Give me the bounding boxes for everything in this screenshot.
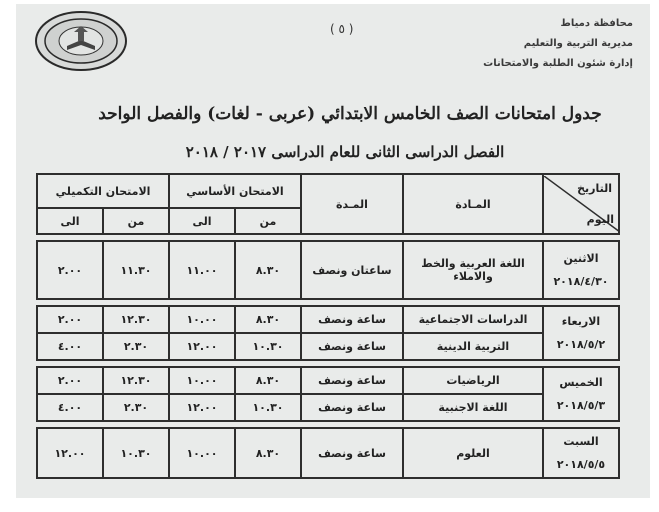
table-row (37, 367, 619, 394)
exam-schedule-table (36, 173, 620, 479)
supp-from-cell: ٢.٣٠ (103, 394, 169, 421)
supp-to-cell: ٢.٠٠ (37, 241, 103, 299)
day-name: الاثنين (563, 252, 599, 265)
duration-cell: ساعة ونصف (301, 333, 403, 360)
supp-from-cell: ١٠.٣٠ (103, 428, 169, 478)
day-cell (543, 241, 619, 299)
basic-from-cell: ٨.٣٠ (235, 428, 301, 478)
supp-from-cell: ١١.٣٠ (103, 241, 169, 299)
row-spacer (37, 360, 619, 367)
basic-from-cell: ١٠.٣٠ (235, 333, 301, 360)
basic-to-cell: ١٠.٠٠ (169, 428, 235, 478)
duration-cell: ساعتان ونصف (301, 241, 403, 299)
basic-to-cell: ١٠.٠٠ (169, 306, 235, 333)
day-date: ٢٠١٨/٥/٢ (556, 338, 606, 351)
supp-to-cell: ٤.٠٠ (37, 394, 103, 421)
duration-cell: ساعة ونصف (301, 367, 403, 394)
row-spacer (37, 421, 619, 428)
header-supp-from: من (103, 208, 169, 234)
basic-to-cell: ١١.٠٠ (169, 241, 235, 299)
day-name: السبت (563, 435, 599, 448)
subject-cell: الدراسات الاجتماعية (403, 306, 543, 333)
day-date: ٢٠١٨/٥/٥ (556, 458, 606, 471)
day-name: الخميس (559, 376, 603, 389)
header-day: اليوم (586, 213, 614, 226)
row-spacer (37, 234, 619, 241)
header-basic-exam: الامتحان الأساسي (169, 174, 301, 208)
subject-cell: العلوم (403, 428, 543, 478)
duration-cell: ساعة ونصف (301, 306, 403, 333)
day-cell (543, 306, 619, 360)
day-name: الاربعاء (561, 315, 601, 328)
basic-to-cell: ١٢.٠٠ (169, 394, 235, 421)
row-spacer (37, 299, 619, 306)
supp-to-cell: ٢.٠٠ (37, 306, 103, 333)
header-basic-to: الى (169, 208, 235, 234)
page-number: ( ٥ ) (330, 22, 354, 36)
subject-cell: اللغة العربية والخط والاملاء (403, 241, 543, 299)
schedule-subtitle: الفصل الدراسى الثانى للعام الدراسى ٢٠١٧ / ٢٠١٨ (185, 143, 505, 161)
supp-from-cell: ١٢.٣٠ (103, 367, 169, 394)
supp-from-cell: ١٢.٣٠ (103, 306, 169, 333)
supp-from-cell: ٢.٣٠ (103, 333, 169, 360)
schedule-title: جدول امتحانات الصف الخامس الابتدائي (عربى - لغات) والفصل الواحد (98, 104, 602, 124)
org-line-directorate: مديرية التربية والتعليم (523, 38, 633, 49)
basic-to-cell: ١٢.٠٠ (169, 333, 235, 360)
header-subject: المـادة (403, 174, 543, 234)
header-supp-to: الى (37, 208, 103, 234)
header-supplementary-exam: الامتحان التكميلي (37, 174, 169, 208)
subject-cell: التربية الدينية (403, 333, 543, 360)
issuer-block (483, 14, 633, 74)
day-date: ٢٠١٨/٤/٣٠ (553, 275, 609, 288)
duration-cell: ساعة ونصف (301, 428, 403, 478)
header-duration: المـدة (301, 174, 403, 234)
supp-to-cell: ١٢.٠٠ (37, 428, 103, 478)
seal-logo (34, 10, 128, 72)
org-line-department: إدارة شئون الطلبة والامتحانات (483, 58, 633, 69)
basic-to-cell: ١٠.٠٠ (169, 367, 235, 394)
header-date-day (543, 174, 619, 234)
table-row (37, 241, 619, 299)
subject-cell: الرياضيات (403, 367, 543, 394)
header-date: التاريخ (577, 182, 612, 195)
day-date: ٢٠١٨/٥/٣ (556, 399, 606, 412)
subject-cell: اللغة الاجنبية (403, 394, 543, 421)
header-basic-from: من (235, 208, 301, 234)
table-row (37, 394, 619, 421)
table-row (37, 428, 619, 478)
supp-to-cell: ٤.٠٠ (37, 333, 103, 360)
day-cell (543, 428, 619, 478)
table-row (37, 306, 619, 333)
basic-from-cell: ١٠.٣٠ (235, 394, 301, 421)
duration-cell: ساعة ونصف (301, 394, 403, 421)
supp-to-cell: ٢.٠٠ (37, 367, 103, 394)
basic-from-cell: ٨.٣٠ (235, 241, 301, 299)
org-line-governorate: محافظة دمياط (560, 18, 633, 29)
basic-from-cell: ٨.٣٠ (235, 367, 301, 394)
table-row (37, 333, 619, 360)
day-cell (543, 367, 619, 421)
basic-from-cell: ٨.٣٠ (235, 306, 301, 333)
